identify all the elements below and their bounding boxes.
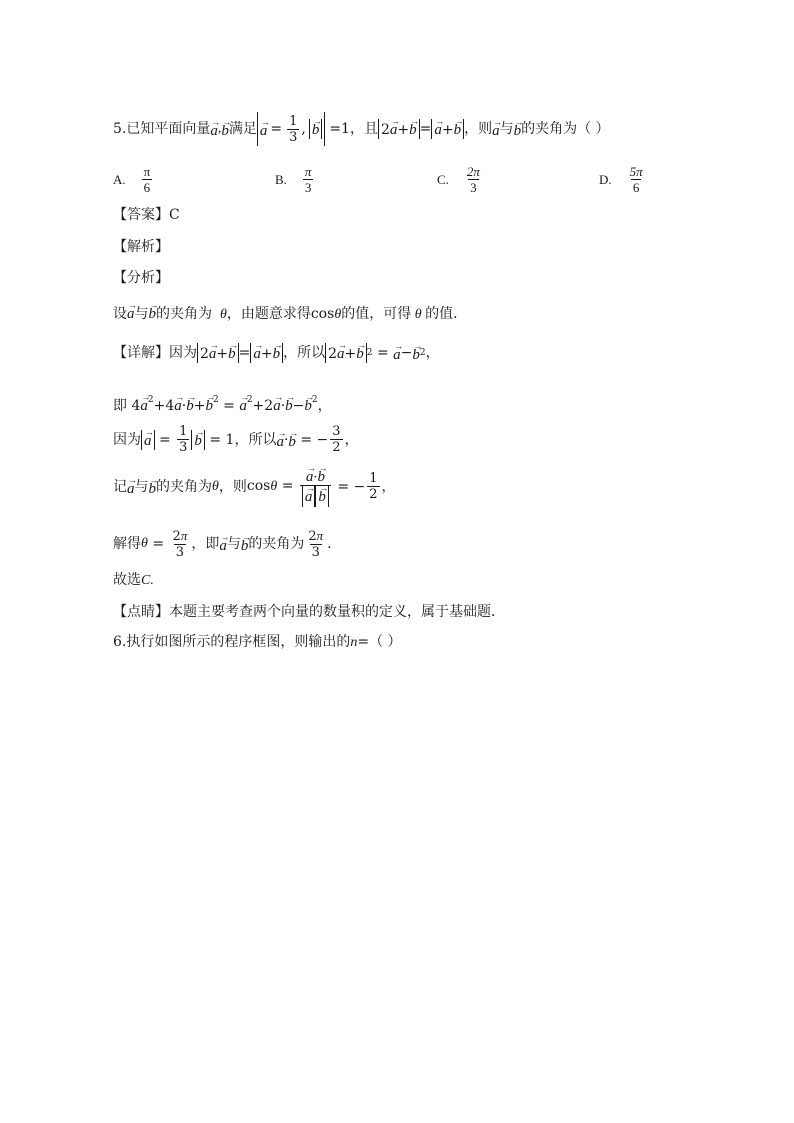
vector-a: → a: [210, 120, 218, 138]
detail-line-2: 即 $4\to a^2+4\to a\cdot\to b+\to b^2$ = → $a^2+2\to a\cdot\to b-\to b^2$，: [113, 390, 332, 416]
answer-value: C: [169, 207, 180, 223]
analysis-heading: 【解析】: [113, 239, 169, 255]
abs-2a-plus-b: 2→ a+→ b: [378, 119, 420, 139]
abs-a-plus-b: → a+→ b: [431, 119, 464, 139]
detail-line-5: 解得 θ = $\frac{2\pi}{3}$ ，即 → a 与 → b 的夹角为 $\frac{2\pi}{3}$ ．: [113, 528, 341, 560]
detail-line-4: 记 → a 与 → b 的夹角为 θ ，则 cosθ = → a·→ b → a→ b = − $\frac{1}{2}$ ，: [113, 466, 396, 507]
comment-line: 【点睛】本题主要考查两个向量的数量积的定义，属于基础题．: [113, 604, 505, 620]
answer-line: 【答案】C: [113, 207, 180, 223]
question-6-stem: 6.执行如图所示的程序框图，则输出的n=（ ）: [113, 634, 402, 650]
option-a[interactable]: A. $\frac{\pi}{6}$: [113, 164, 151, 195]
question-5-mid: 满足: [228, 121, 257, 137]
question-5-prefix: 5.已知平面向量: [113, 121, 211, 137]
option-c[interactable]: C. $\frac{2\pi}{3}$: [437, 164, 480, 195]
detail-line-1: 【详解】 因为 2→ a+→ b = → a+→ b ，所以 2→ a+→ b 2 = → a − → b 2 ，: [113, 343, 440, 363]
fenxi-text: 设→ a与→ b的夹角为 θ，由题意求得cosθ的值，可得 θ 的值．: [113, 303, 467, 325]
option-b[interactable]: B. $\frac{\pi}{3}$: [275, 164, 312, 195]
option-d[interactable]: D. $\frac{5\pi}{6}$: [599, 164, 643, 195]
question-5-stem: 5.已知平面向量 → a , → b 满足 → a = $\frac{1}{3}$ , → b =1 ，且 2→ a+→ b = → a+→ b ，则 → a 与 → b 的夹角为（ ）: [113, 112, 610, 146]
detail-line-3: 因为 → a = $\frac{1}{3}$ → b = 1 ，所以 → a · → b = − $\frac{3}{2}$ ，: [113, 424, 359, 455]
conclusion-line: 故选C.: [113, 572, 154, 588]
fenxi-heading: 【分析】: [113, 270, 169, 286]
question-5-end: 的夹角为（ ）: [521, 121, 610, 137]
vector-b: → b: [221, 120, 229, 138]
abs-a-condition: → a = $\frac{1}{3}$ , → b: [257, 112, 325, 146]
